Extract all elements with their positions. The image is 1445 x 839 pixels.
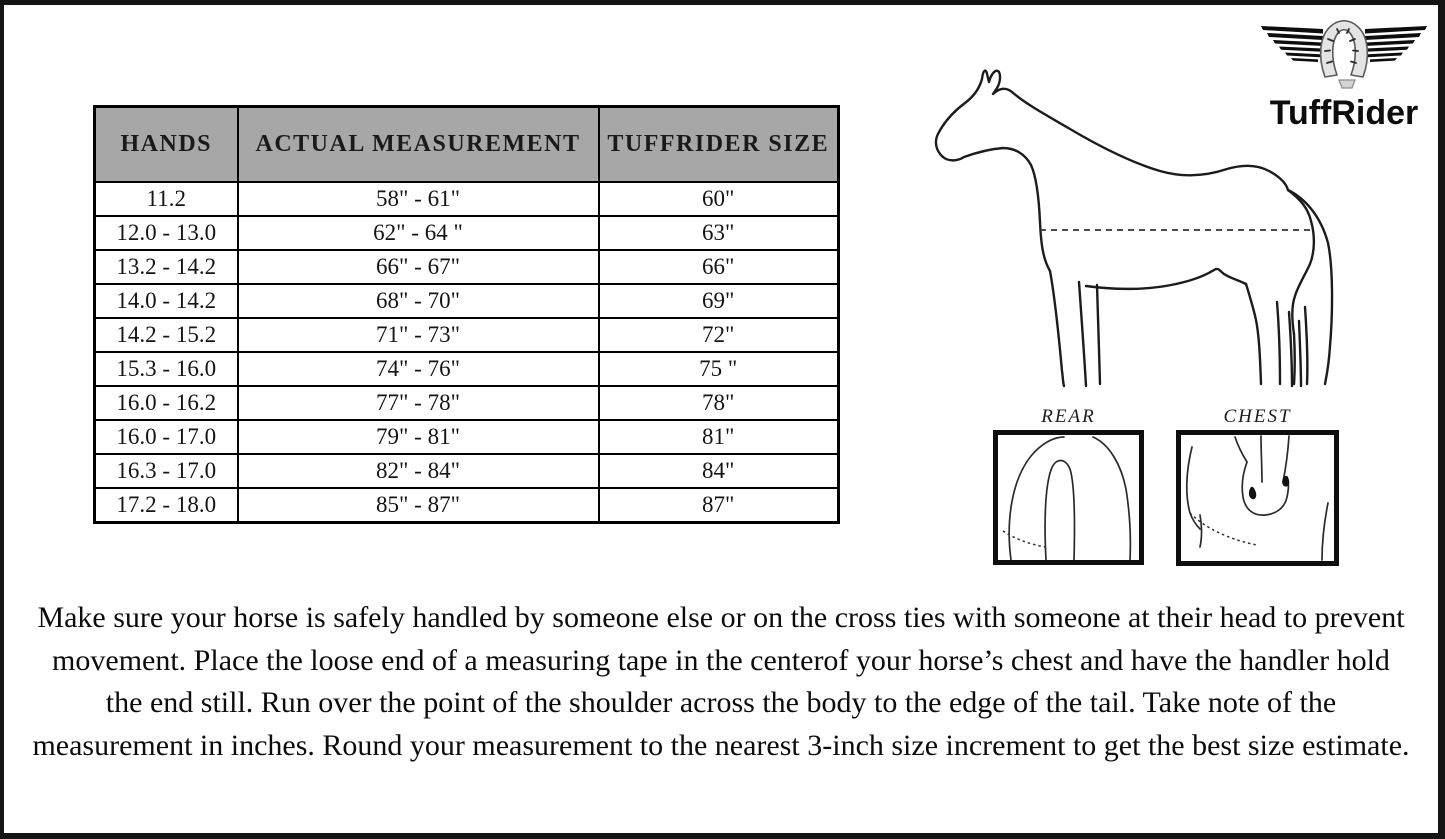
table-header-row: [95, 107, 839, 183]
horse-side-illustration: [903, 53, 1338, 403]
cell-measurement: 85" - 87": [238, 488, 599, 523]
chest-detail: [1176, 407, 1339, 566]
cell-size: 66": [599, 250, 839, 284]
cell-size: 72": [599, 318, 839, 352]
cell-hands: 14.0 - 14.2: [95, 284, 238, 318]
cell-measurement: 66" - 67": [238, 250, 599, 284]
cell-measurement: 68" - 70": [238, 284, 599, 318]
cell-hands: 16.3 - 17.0: [95, 454, 238, 488]
cell-hands: 15.3 - 16.0: [95, 352, 238, 386]
table-row: [95, 216, 839, 250]
chest-label: CHEST: [1223, 406, 1292, 427]
rear-diagram: [993, 430, 1144, 565]
col-header-actual-measurement: ACTUAL MEASUREMENT: [238, 107, 599, 183]
col-header-hands: HANDS: [95, 107, 238, 183]
rear-detail: [993, 407, 1144, 565]
cell-measurement: 62" - 64 ": [238, 216, 599, 250]
cell-size: 81": [599, 420, 839, 454]
cell-size: 84": [599, 454, 839, 488]
cell-size: 69": [599, 284, 839, 318]
cell-hands: 16.0 - 17.0: [95, 420, 238, 454]
table-row: [95, 182, 839, 216]
rear-label: REAR: [1041, 406, 1096, 427]
cell-hands: 17.2 - 18.0: [95, 488, 238, 523]
cell-hands: 16.0 - 16.2: [95, 386, 238, 420]
table-row: [95, 386, 839, 420]
table-row: [95, 284, 839, 318]
measuring-instructions: Make sure your horse is safely handled by someone else or on the cross ties with someone at their head to prevent movement. Place the loose end of a measuring tape in the centerof your horse’s chest and have the handler hold the end still. Run over the point of the shoulder across the body to the edge of the tail. Take note of the measurement in inches. Round your measurement to the nearest 3-inch size increment to get the best size estimate.: [32, 601, 1410, 762]
brand-name: TuffRider: [1269, 94, 1419, 132]
cell-size: 87": [599, 488, 839, 523]
cell-measurement: 71" - 73": [238, 318, 599, 352]
col-header-tuffrider-size: TUFFRIDER SIZE: [599, 107, 839, 183]
size-chart-table: [93, 105, 840, 524]
chest-diagram: [1176, 430, 1339, 566]
cell-hands: 12.0 - 13.0: [95, 216, 238, 250]
cell-hands: 13.2 - 14.2: [95, 250, 238, 284]
cell-measurement: 82" - 84": [238, 454, 599, 488]
table-row: [95, 420, 839, 454]
cell-size: 60": [599, 182, 839, 216]
cell-measurement: 77" - 78": [238, 386, 599, 420]
cell-hands: 14.2 - 15.2: [95, 318, 238, 352]
cell-measurement: 74" - 76": [238, 352, 599, 386]
table-row: [95, 318, 839, 352]
cell-hands: 11.2: [95, 182, 238, 216]
cell-measurement: 79" - 81": [238, 420, 599, 454]
cell-measurement: 58" - 61": [238, 182, 599, 216]
table-row: [95, 352, 839, 386]
table-row: [95, 488, 839, 523]
table-row: [95, 454, 839, 488]
cell-size: 78": [599, 386, 839, 420]
table-row: [95, 250, 839, 284]
cell-size: 63": [599, 216, 839, 250]
cell-size: 75 ": [599, 352, 839, 386]
